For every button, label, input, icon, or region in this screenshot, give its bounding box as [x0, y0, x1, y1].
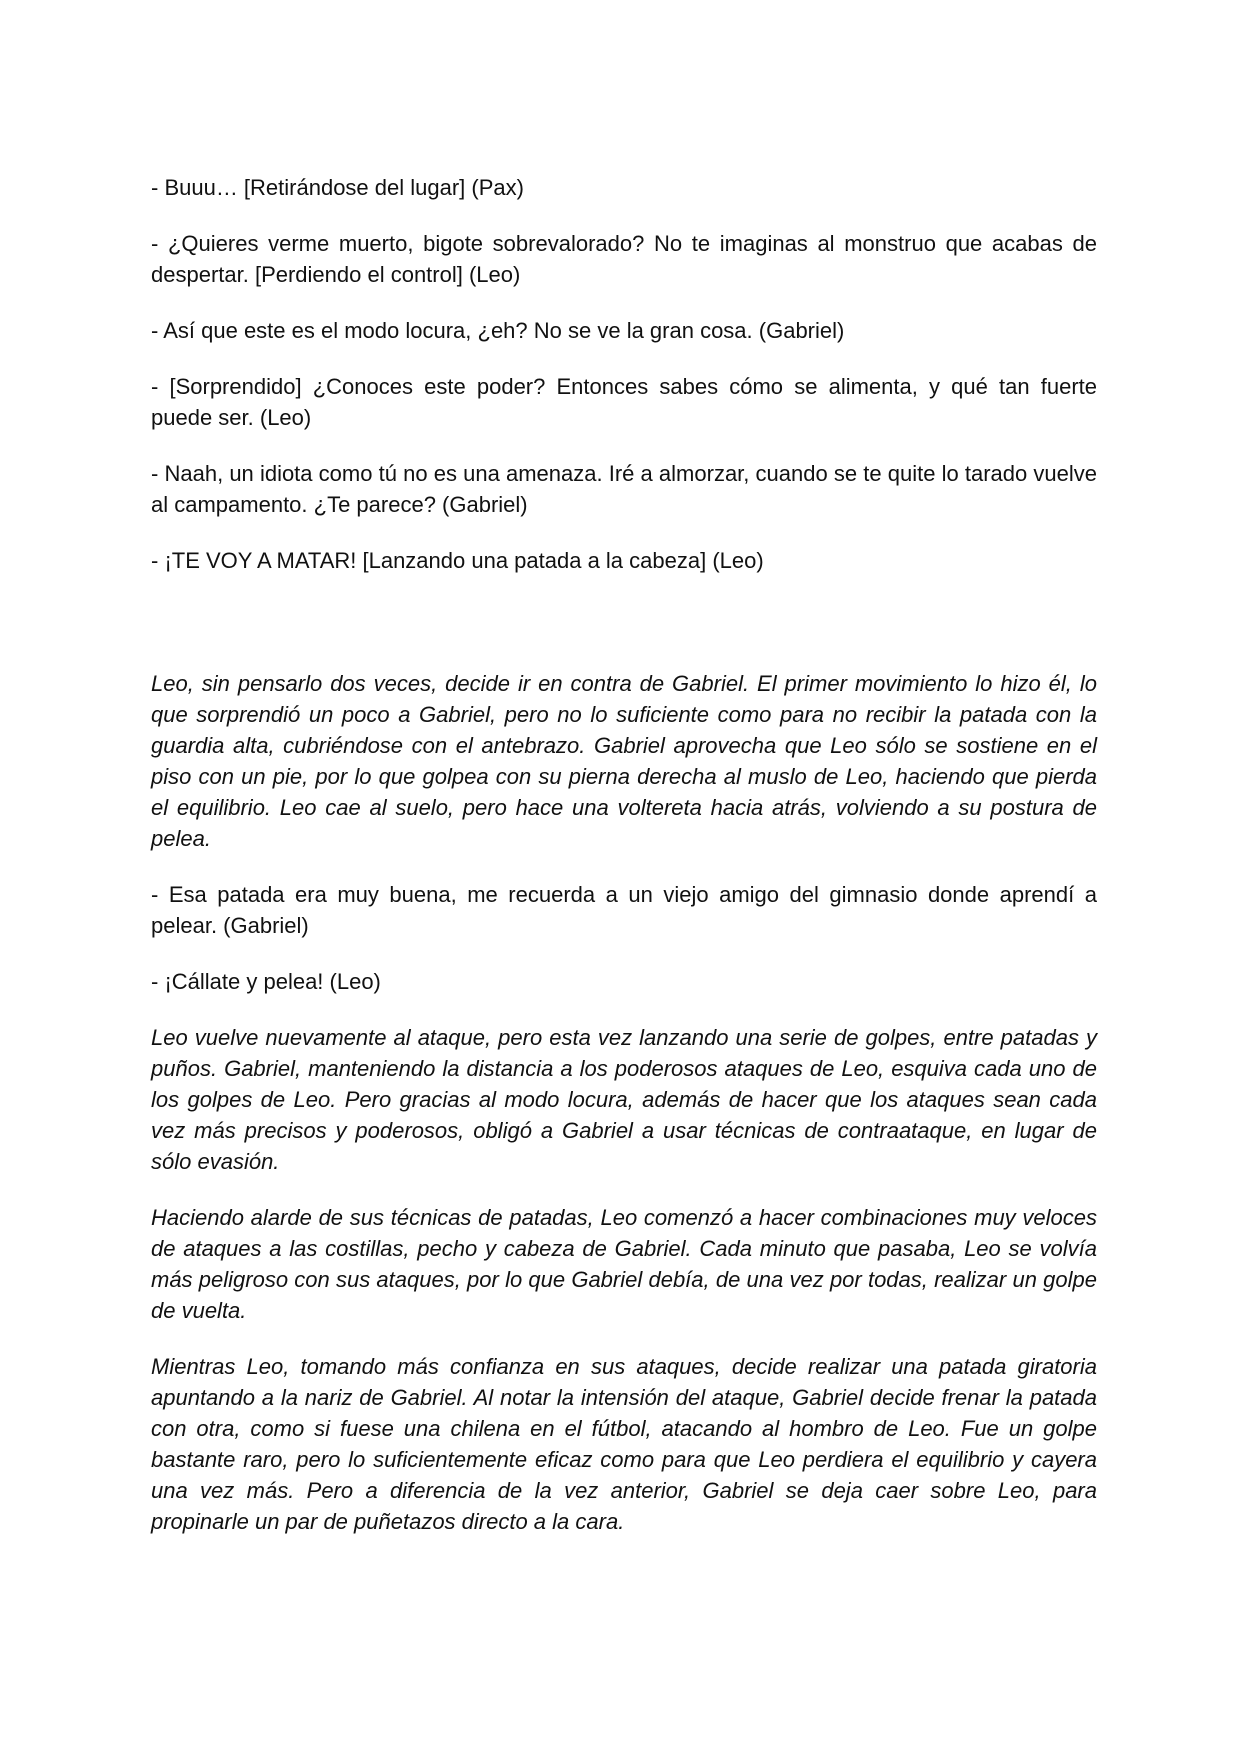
narration-paragraph: Leo, sin pensarlo dos veces, decide ir en contra de Gabriel. El primer movimiento lo hizo él, lo que sorprendió un poco a Gabriel, pero no lo suficiente como para no recibir la patada con la guardia alta, cubriéndose con el antebrazo. Gabriel aprovecha que Leo sólo se sostiene en el piso con un pie, por lo que golpea con su pierna derecha al muslo de Leo, haciendo que pierda el equilibrio. Leo cae al suelo, pero hace una voltereta hacia atrás, volviendo a su postura de pelea.: [151, 671, 1097, 851]
dialogue-line: - ¡Cállate y pelea! (Leo): [151, 969, 381, 994]
narration-paragraph: Mientras Leo, tomando más confianza en sus ataques, decide realizar una patada giratoria apuntando a la nariz de Gabriel. Al notar la intensión del ataque, Gabriel decide frenar la patada con otra, como si fuese una chilena en el fútbol, atacando al hombro de Leo. Fue un golpe bastante raro, pero lo suficientemente eficaz como para que Leo perdiera el equilibrio y cayera una vez más. Pero a diferencia de la vez anterior, Gabriel se deja caer sobre Leo, para propinarle un par de puñetazos directo a la cara.: [151, 1354, 1097, 1534]
dialogue-line: - [Sorprendido] ¿Conoces este poder? Entonces sabes cómo se alimenta, y qué tan fuerte puede ser. (Leo): [151, 374, 1097, 430]
dialogue-line: - Buuu… [Retirándose del lugar] (Pax): [151, 175, 524, 200]
narration-paragraph: Leo vuelve nuevamente al ataque, pero esta vez lanzando una serie de golpes, entre patadas y puños. Gabriel, manteniendo la distancia a los poderosos ataques de Leo, esquiva cada uno de los golpes de Leo. Pero gracias al modo locura, además de hacer que los ataques sean cada vez más precisos y poderosos, obligó a Gabriel a usar técnicas de contraataque, en lugar de sólo evasión.: [151, 1025, 1097, 1174]
dialogue-line: - Naah, un idiota como tú no es una amenaza. Iré a almorzar, cuando se te quite lo tarado vuelve al campamento. ¿Te parece? (Gabriel): [151, 461, 1097, 517]
dialogue-line: - Esa patada era muy buena, me recuerda a un viejo amigo del gimnasio donde aprendí a pelear. (Gabriel): [151, 882, 1097, 938]
narration-paragraph: Haciendo alarde de sus técnicas de patadas, Leo comenzó a hacer combinaciones muy veloces de ataques a las costillas, pecho y cabeza de Gabriel. Cada minuto que pasaba, Leo se volvía más peligroso con sus ataques, por lo que Gabriel debía, de una vez por todas, realizar un golpe de vuelta.: [151, 1205, 1097, 1323]
dialogue-line: - ¿Quieres verme muerto, bigote sobrevalorado? No te imaginas al monstruo que acabas de despertar. [Perdiendo el control] (Leo): [151, 231, 1097, 287]
dialogue-line: - Así que este es el modo locura, ¿eh? No se ve la gran cosa. (Gabriel): [151, 318, 845, 343]
page-body: [151, 172, 1097, 1562]
dialogue-line: - ¡TE VOY A MATAR! [Lanzando una patada a la cabeza] (Leo): [151, 548, 764, 573]
section-spacer: [151, 601, 1097, 668]
